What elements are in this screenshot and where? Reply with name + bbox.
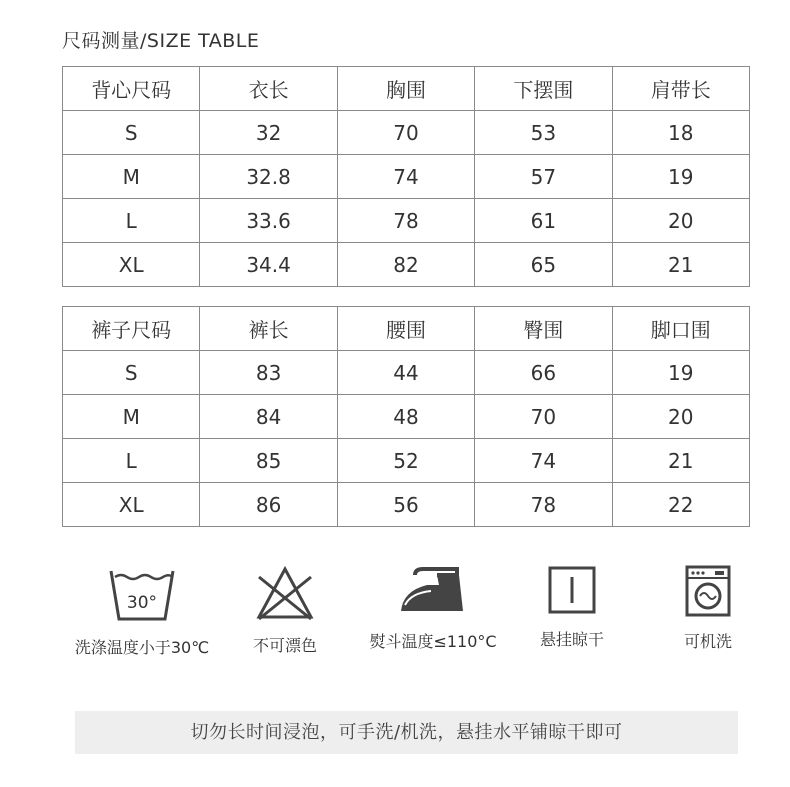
table-cell: 61 — [475, 199, 612, 243]
table-cell: XL — [63, 243, 200, 287]
table-cell: 32 — [200, 111, 337, 155]
table-cell: 74 — [475, 439, 612, 483]
table-cell: 86 — [200, 483, 337, 527]
table-row — [63, 351, 750, 395]
table-cell: 48 — [337, 395, 474, 439]
table-cell: 21 — [612, 439, 749, 483]
header-cell: 肩带长 — [612, 67, 749, 111]
care-label: 不可漂色 — [252, 636, 317, 655]
care-wash — [62, 565, 222, 658]
table-cell: S — [63, 351, 200, 395]
header-cell: 腰围 — [337, 307, 474, 351]
table-cell: M — [63, 395, 200, 439]
header-cell: 裤子尺码 — [63, 307, 200, 351]
table-cell: 44 — [337, 351, 474, 395]
care-no-bleach — [205, 565, 365, 656]
table-cell: 84 — [200, 395, 337, 439]
care-machine-wash — [628, 565, 788, 652]
table-cell: L — [63, 199, 200, 243]
wash-30-icon — [107, 565, 177, 623]
table-cell: 82 — [337, 243, 474, 287]
table-cell: 78 — [337, 199, 474, 243]
table-row — [63, 439, 750, 483]
machine-wash-icon — [685, 565, 731, 617]
table-cell: 52 — [337, 439, 474, 483]
table-cell: 53 — [475, 111, 612, 155]
table-cell: 20 — [612, 199, 749, 243]
table-cell: 19 — [612, 351, 749, 395]
iron-icon — [397, 565, 469, 617]
care-note-banner: 切勿长时间浸泡，可手洗/机洗，悬挂水平铺晾干即可 — [75, 711, 738, 754]
table-row — [63, 395, 750, 439]
care-label: 悬挂晾干 — [539, 630, 604, 649]
care-label: 可机洗 — [683, 632, 732, 651]
table-cell: 78 — [475, 483, 612, 527]
table-cell: L — [63, 439, 200, 483]
care-label: 洗涤温度小于30℃ — [74, 638, 210, 657]
header-cell: 臀围 — [475, 307, 612, 351]
table-cell: M — [63, 155, 200, 199]
header-cell: 裤长 — [200, 307, 337, 351]
table-cell: 65 — [475, 243, 612, 287]
table-cell: 57 — [475, 155, 612, 199]
care-iron — [353, 565, 513, 652]
table-row — [63, 111, 750, 155]
header-cell: 背心尺码 — [63, 67, 200, 111]
table-cell: 85 — [200, 439, 337, 483]
table-row — [63, 243, 750, 287]
table-cell: 32.8 — [200, 155, 337, 199]
table-cell: 70 — [475, 395, 612, 439]
header-cell: 下摆围 — [475, 67, 612, 111]
pants-size-table — [62, 306, 750, 527]
hang-dry-icon — [547, 565, 597, 615]
page-title: 尺码测量/SIZE TABLE — [62, 30, 260, 52]
header-cell: 脚口围 — [612, 307, 749, 351]
table-cell: 34.4 — [200, 243, 337, 287]
table-cell: 66 — [475, 351, 612, 395]
table-cell: 21 — [612, 243, 749, 287]
care-label: 熨斗温度≤110°C — [369, 632, 497, 651]
wash-temp-label: 30° — [126, 593, 158, 613]
table-row — [63, 483, 750, 527]
table-cell: XL — [63, 483, 200, 527]
table-cell: 19 — [612, 155, 749, 199]
table-cell: 56 — [337, 483, 474, 527]
table-cell: 20 — [612, 395, 749, 439]
table-row — [63, 199, 750, 243]
table-cell: 33.6 — [200, 199, 337, 243]
table-cell: 70 — [337, 111, 474, 155]
table-cell: S — [63, 111, 200, 155]
no-bleach-icon — [255, 565, 315, 621]
table-row — [63, 155, 750, 199]
table-cell: 74 — [337, 155, 474, 199]
table-cell: 18 — [612, 111, 749, 155]
table-cell: 22 — [612, 483, 749, 527]
vest-size-table — [62, 66, 750, 287]
header-cell: 衣长 — [200, 67, 337, 111]
table-header-row — [63, 67, 750, 111]
header-cell: 胸围 — [337, 67, 474, 111]
table-header-row — [63, 307, 750, 351]
table-cell: 83 — [200, 351, 337, 395]
